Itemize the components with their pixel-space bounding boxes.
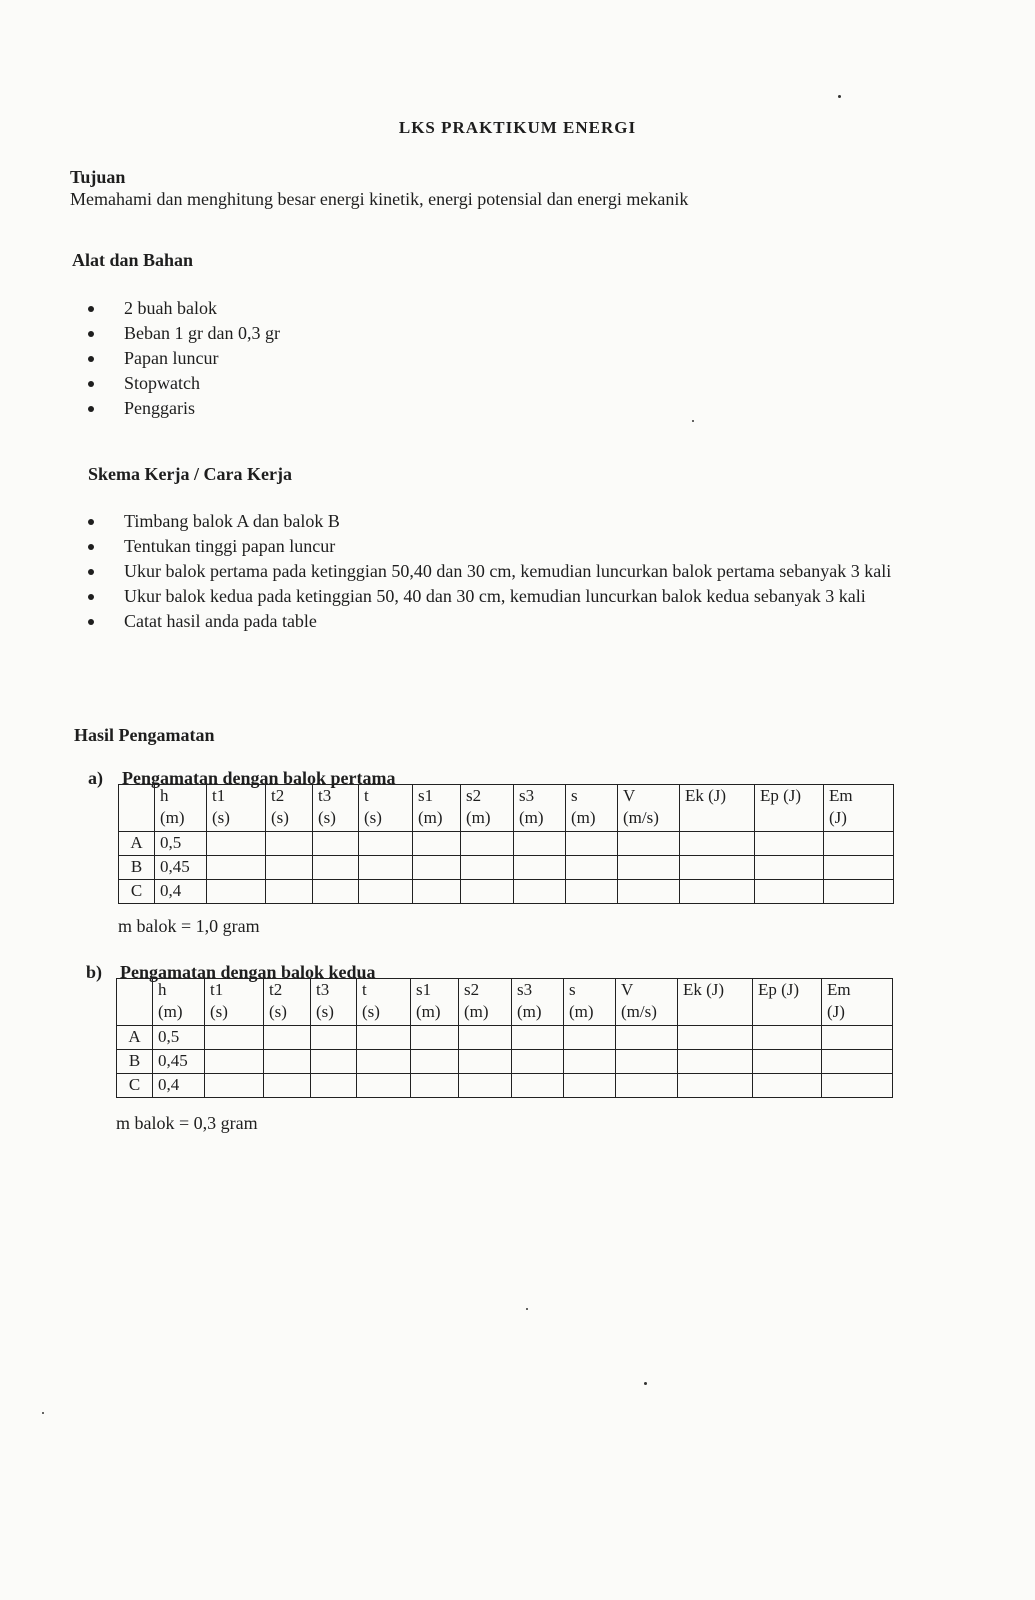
column-header-name: Em bbox=[829, 786, 853, 805]
row-label: A bbox=[119, 832, 155, 856]
empty-input-cell[interactable] bbox=[413, 856, 461, 880]
empty-input-cell[interactable] bbox=[678, 1026, 753, 1050]
column-header-unit: (m) bbox=[418, 808, 443, 827]
empty-input-cell[interactable] bbox=[459, 1026, 512, 1050]
table-row bbox=[119, 880, 894, 904]
empty-input-cell[interactable] bbox=[755, 880, 824, 904]
table-row bbox=[117, 1026, 893, 1050]
column-header-name: t1 bbox=[210, 980, 224, 999]
empty-input-cell[interactable] bbox=[514, 880, 566, 904]
table-row bbox=[117, 1050, 893, 1074]
column-header-unit: (m/s) bbox=[621, 1002, 657, 1021]
column-header bbox=[311, 979, 357, 1026]
empty-input-cell[interactable] bbox=[824, 880, 894, 904]
empty-input-cell[interactable] bbox=[566, 832, 618, 856]
skema-item: Ukur balok pertama pada ketinggian 50,40 dan 30 cm, kemudian luncurkan balok pertama sebanyak 3 kali bbox=[88, 559, 910, 584]
column-header-name: s bbox=[569, 980, 576, 999]
column-header-name: t3 bbox=[316, 980, 330, 999]
empty-input-cell[interactable] bbox=[207, 856, 266, 880]
hasil-heading: Hasil Pengamatan bbox=[74, 725, 215, 745]
empty-input-cell[interactable] bbox=[266, 832, 313, 856]
column-header bbox=[266, 785, 313, 832]
column-header-unit: (s) bbox=[212, 808, 230, 827]
empty-input-cell[interactable] bbox=[311, 1026, 357, 1050]
empty-input-cell[interactable] bbox=[359, 832, 413, 856]
empty-input-cell[interactable] bbox=[359, 880, 413, 904]
empty-input-cell[interactable] bbox=[266, 880, 313, 904]
skema-item: Catat hasil anda pada table bbox=[88, 609, 910, 634]
empty-input-cell[interactable] bbox=[461, 832, 514, 856]
empty-input-cell[interactable] bbox=[359, 856, 413, 880]
empty-input-cell[interactable] bbox=[266, 856, 313, 880]
empty-input-cell[interactable] bbox=[357, 1026, 411, 1050]
column-header bbox=[618, 785, 680, 832]
height-cell: 0,45 bbox=[153, 1050, 205, 1074]
empty-input-cell[interactable] bbox=[207, 832, 266, 856]
empty-input-cell[interactable] bbox=[753, 1026, 822, 1050]
column-header-name: V bbox=[623, 786, 636, 805]
column-header-name: s bbox=[571, 786, 578, 805]
column-header bbox=[155, 785, 207, 832]
empty-input-cell[interactable] bbox=[264, 1050, 311, 1074]
skema-item: Timbang balok A dan balok B bbox=[88, 509, 910, 534]
table-row bbox=[119, 832, 894, 856]
empty-input-cell[interactable] bbox=[753, 1050, 822, 1074]
empty-input-cell[interactable] bbox=[313, 856, 359, 880]
column-header-unit: (m/s) bbox=[623, 808, 659, 827]
table-b-mass-note: m balok = 0,3 gram bbox=[116, 1113, 258, 1133]
alat-item: Penggaris bbox=[88, 396, 280, 421]
column-header-unit: (m) bbox=[517, 1002, 542, 1021]
column-header bbox=[264, 979, 311, 1026]
empty-input-cell[interactable] bbox=[824, 856, 894, 880]
column-header bbox=[411, 979, 459, 1026]
table-a-caption: Pengamatan dengan balok pertama bbox=[122, 768, 396, 788]
empty-input-cell[interactable] bbox=[411, 1026, 459, 1050]
column-header-name: s1 bbox=[416, 980, 432, 999]
column-header-name: V bbox=[621, 980, 634, 999]
empty-input-cell[interactable] bbox=[755, 856, 824, 880]
empty-input-cell[interactable] bbox=[824, 832, 894, 856]
column-header-unit: (s) bbox=[316, 1002, 334, 1021]
empty-input-cell[interactable] bbox=[564, 1026, 616, 1050]
alat-item: Papan luncur bbox=[88, 346, 280, 371]
table-a-mass-note: m balok = 1,0 gram bbox=[118, 916, 260, 936]
row-label: C bbox=[117, 1074, 153, 1098]
empty-input-cell[interactable] bbox=[512, 1026, 564, 1050]
column-header bbox=[512, 979, 564, 1026]
column-header bbox=[153, 979, 205, 1026]
page-title: LKS PRAKTIKUM ENERGI bbox=[398, 118, 637, 137]
empty-input-cell[interactable] bbox=[678, 1074, 753, 1098]
column-header bbox=[357, 979, 411, 1026]
empty-input-cell[interactable] bbox=[566, 856, 618, 880]
height-cell: 0,4 bbox=[153, 1074, 205, 1098]
empty-input-cell[interactable] bbox=[616, 1050, 678, 1074]
empty-input-cell[interactable] bbox=[411, 1074, 459, 1098]
column-header bbox=[313, 785, 359, 832]
column-header-unit: (s) bbox=[210, 1002, 228, 1021]
scan-speck bbox=[42, 1412, 44, 1414]
empty-input-cell[interactable] bbox=[311, 1074, 357, 1098]
column-header bbox=[822, 979, 893, 1026]
alat-item: Stopwatch bbox=[88, 371, 280, 396]
scan-speck bbox=[692, 420, 694, 422]
table-header-row bbox=[117, 979, 893, 1026]
column-header-name: s2 bbox=[466, 786, 482, 805]
height-cell: 0,5 bbox=[153, 1026, 205, 1050]
column-header bbox=[413, 785, 461, 832]
scan-speck bbox=[526, 1308, 528, 1310]
scan-speck bbox=[644, 1382, 647, 1385]
column-header-unit: (J) bbox=[829, 808, 847, 827]
column-header-unit: (m) bbox=[519, 808, 544, 827]
column-header-name: Ek (J) bbox=[685, 786, 727, 805]
column-header bbox=[461, 785, 514, 832]
column-header-name: s3 bbox=[519, 786, 535, 805]
alat-heading: Alat dan Bahan bbox=[72, 250, 194, 270]
empty-input-cell[interactable] bbox=[566, 880, 618, 904]
empty-input-cell[interactable] bbox=[461, 880, 514, 904]
empty-input-cell[interactable] bbox=[205, 1050, 264, 1074]
empty-input-cell[interactable] bbox=[753, 1074, 822, 1098]
table-b-caption: Pengamatan dengan balok kedua bbox=[120, 962, 376, 982]
column-header-name: h bbox=[158, 980, 167, 999]
tujuan-text: Memahami dan menghitung besar energi kinetik, energi potensial dan energi mekanik bbox=[70, 189, 689, 209]
height-cell: 0,4 bbox=[155, 880, 207, 904]
column-header bbox=[207, 785, 266, 832]
column-header-unit: (J) bbox=[827, 1002, 845, 1021]
empty-input-cell[interactable] bbox=[618, 832, 680, 856]
empty-input-cell[interactable] bbox=[313, 880, 359, 904]
column-header-unit: (s) bbox=[362, 1002, 380, 1021]
table-row bbox=[117, 1074, 893, 1098]
empty-input-cell[interactable] bbox=[205, 1074, 264, 1098]
column-header-unit: (m) bbox=[571, 808, 596, 827]
tujuan-heading: Tujuan bbox=[70, 167, 126, 187]
empty-input-cell[interactable] bbox=[680, 856, 755, 880]
column-header bbox=[678, 979, 753, 1026]
empty-input-cell[interactable] bbox=[514, 832, 566, 856]
empty-input-cell[interactable] bbox=[311, 1050, 357, 1074]
empty-input-cell[interactable] bbox=[755, 832, 824, 856]
empty-input-cell[interactable] bbox=[411, 1050, 459, 1074]
table-b-label: b) bbox=[86, 962, 103, 982]
empty-input-cell[interactable] bbox=[357, 1074, 411, 1098]
empty-input-cell[interactable] bbox=[678, 1050, 753, 1074]
column-header-name: Em bbox=[827, 980, 851, 999]
column-header bbox=[564, 979, 616, 1026]
empty-input-cell[interactable] bbox=[618, 880, 680, 904]
empty-input-cell[interactable] bbox=[264, 1026, 311, 1050]
alat-item: Beban 1 gr dan 0,3 gr bbox=[88, 321, 280, 346]
column-header-unit: (s) bbox=[271, 808, 289, 827]
column-header-name: s1 bbox=[418, 786, 434, 805]
column-header-name: h bbox=[160, 786, 169, 805]
table-row bbox=[119, 856, 894, 880]
empty-input-cell[interactable] bbox=[459, 1074, 512, 1098]
empty-input-cell[interactable] bbox=[616, 1026, 678, 1050]
column-header bbox=[205, 979, 264, 1026]
table-header-row bbox=[119, 785, 894, 832]
column-header bbox=[566, 785, 618, 832]
column-header-unit: (s) bbox=[318, 808, 336, 827]
header-corner-cell bbox=[119, 785, 155, 832]
column-header-unit: (m) bbox=[466, 808, 491, 827]
empty-input-cell[interactable] bbox=[616, 1074, 678, 1098]
height-cell: 0,45 bbox=[155, 856, 207, 880]
height-cell: 0,5 bbox=[155, 832, 207, 856]
column-header-name: t1 bbox=[212, 786, 226, 805]
alat-item: 2 buah balok bbox=[88, 296, 280, 321]
column-header-unit: (m) bbox=[158, 1002, 183, 1021]
column-header bbox=[755, 785, 824, 832]
row-label: B bbox=[117, 1050, 153, 1074]
alat-list bbox=[88, 296, 280, 421]
column-header-name: t bbox=[364, 786, 369, 805]
empty-input-cell[interactable] bbox=[822, 1074, 893, 1098]
empty-input-cell[interactable] bbox=[357, 1050, 411, 1074]
column-header bbox=[514, 785, 566, 832]
empty-input-cell[interactable] bbox=[822, 1026, 893, 1050]
header-corner-cell bbox=[117, 979, 153, 1026]
empty-input-cell[interactable] bbox=[822, 1050, 893, 1074]
empty-input-cell[interactable] bbox=[680, 832, 755, 856]
empty-input-cell[interactable] bbox=[207, 880, 266, 904]
column-header-name: t2 bbox=[269, 980, 283, 999]
column-header bbox=[616, 979, 678, 1026]
empty-input-cell[interactable] bbox=[205, 1026, 264, 1050]
column-header-name: Ep (J) bbox=[760, 786, 802, 805]
table-a-label: a) bbox=[88, 768, 103, 788]
column-header bbox=[753, 979, 822, 1026]
column-header-name: s2 bbox=[464, 980, 480, 999]
empty-input-cell[interactable] bbox=[514, 856, 566, 880]
column-header bbox=[824, 785, 894, 832]
column-header-name: s3 bbox=[517, 980, 533, 999]
row-label: C bbox=[119, 880, 155, 904]
skema-item: Tentukan tinggi papan luncur bbox=[88, 534, 910, 559]
empty-input-cell[interactable] bbox=[461, 856, 514, 880]
empty-input-cell[interactable] bbox=[459, 1050, 512, 1074]
empty-input-cell[interactable] bbox=[618, 856, 680, 880]
column-header-name: Ek (J) bbox=[683, 980, 725, 999]
column-header-name: t2 bbox=[271, 786, 285, 805]
column-header-unit: (m) bbox=[464, 1002, 489, 1021]
observation-table-first bbox=[118, 784, 894, 904]
skema-list bbox=[88, 509, 910, 634]
column-header bbox=[680, 785, 755, 832]
column-header-unit: (m) bbox=[416, 1002, 441, 1021]
empty-input-cell[interactable] bbox=[680, 880, 755, 904]
column-header-name: t3 bbox=[318, 786, 332, 805]
empty-input-cell[interactable] bbox=[264, 1074, 311, 1098]
empty-input-cell[interactable] bbox=[413, 832, 461, 856]
skema-heading: Skema Kerja / Cara Kerja bbox=[88, 464, 292, 484]
empty-input-cell[interactable] bbox=[564, 1050, 616, 1074]
empty-input-cell[interactable] bbox=[512, 1074, 564, 1098]
column-header-unit: (m) bbox=[160, 808, 185, 827]
column-header bbox=[459, 979, 512, 1026]
skema-item: Ukur balok kedua pada ketinggian 50, 40 dan 30 cm, kemudian luncurkan balok kedua sebanyak 3 kali bbox=[88, 584, 910, 609]
empty-input-cell[interactable] bbox=[512, 1050, 564, 1074]
column-header-unit: (m) bbox=[569, 1002, 594, 1021]
empty-input-cell[interactable] bbox=[313, 832, 359, 856]
row-label: B bbox=[119, 856, 155, 880]
empty-input-cell[interactable] bbox=[564, 1074, 616, 1098]
column-header bbox=[359, 785, 413, 832]
column-header-unit: (s) bbox=[364, 808, 382, 827]
column-header-name: Ep (J) bbox=[758, 980, 800, 999]
observation-table-second bbox=[116, 978, 893, 1098]
column-header-name: t bbox=[362, 980, 367, 999]
empty-input-cell[interactable] bbox=[413, 880, 461, 904]
scan-speck bbox=[838, 95, 841, 98]
row-label: A bbox=[117, 1026, 153, 1050]
column-header-unit: (s) bbox=[269, 1002, 287, 1021]
